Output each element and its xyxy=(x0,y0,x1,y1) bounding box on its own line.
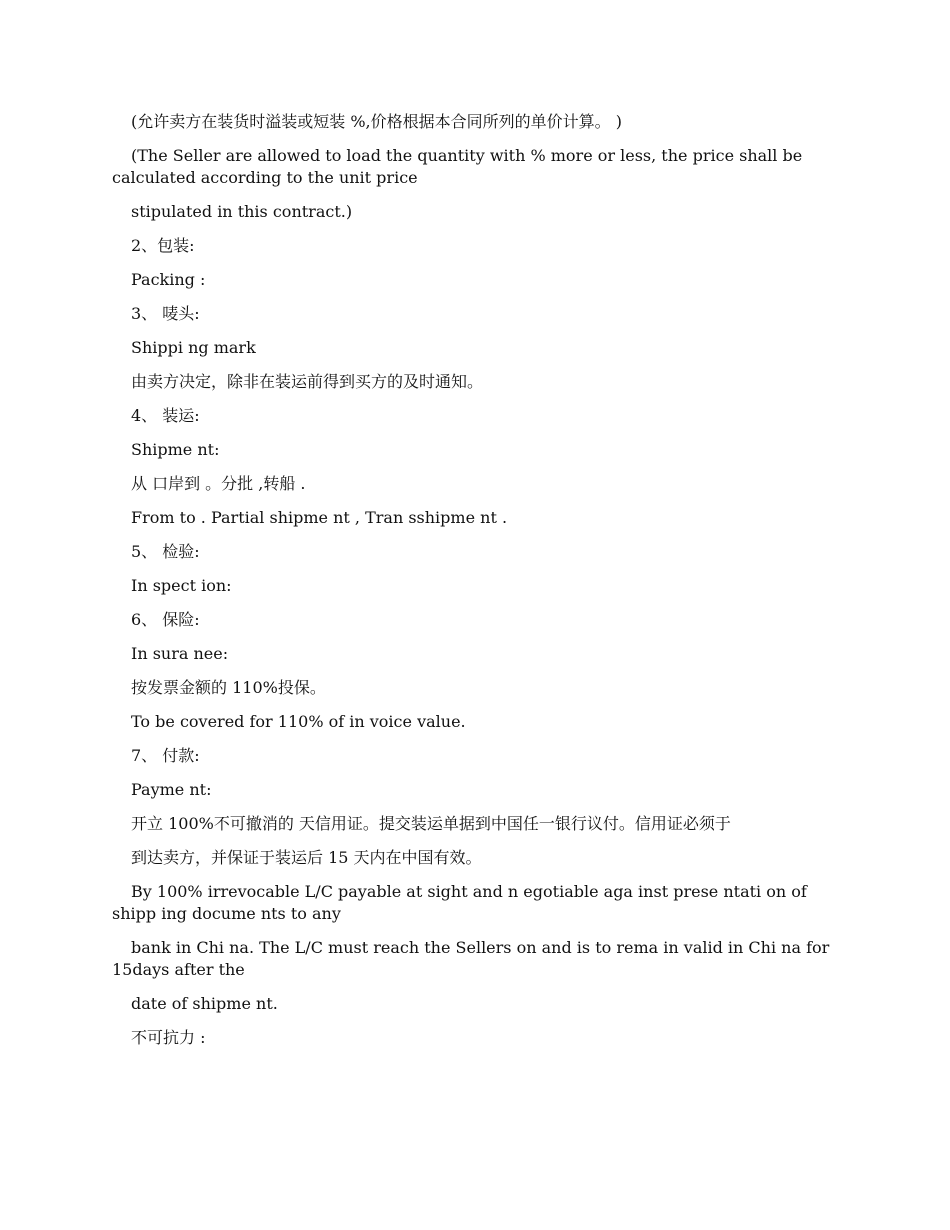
payment-heading-en: Payme nt: xyxy=(131,780,212,799)
shipping-mark-heading-cn: 3、 唛头: xyxy=(131,304,200,323)
force-majeure-heading-cn: 不可抗力 : xyxy=(131,1028,206,1047)
inspection-heading-en: In spect ion: xyxy=(131,576,232,595)
quantity-tolerance-en-cont: stipulated in this contract.) xyxy=(131,202,353,221)
payment-heading-cn: 7、 付款: xyxy=(131,746,200,765)
payment-text-cn-line2: 到达卖方，并保证于装运后 15 天内在中国有效。 xyxy=(131,848,482,867)
shipment-heading-en: Shipme nt: xyxy=(131,440,220,459)
payment-text-cn-line1: 开立 100%不可撤消的 天信用证。提交装运单据到中国任一银行议付。信用证必须于 xyxy=(131,814,731,833)
shipping-mark-text-cn: 由卖方决定，除非在装运前得到买方的及时通知。 xyxy=(131,372,484,391)
shipment-heading-cn: 4、 装运: xyxy=(131,406,200,425)
shipment-text-en: From to . Partial shipme nt , Tran sshipme nt . xyxy=(131,508,508,527)
inspection-heading-cn: 5、 检验: xyxy=(131,542,200,561)
payment-text-en-part2: bank in Chi na. The L/C must reach the Sellers on and is to rema in valid in Chi na for 15days after the xyxy=(112,938,835,979)
insurance-heading-cn: 6、 保险: xyxy=(131,610,200,629)
shipping-mark-heading-en: Shippi ng mark xyxy=(131,338,256,357)
packing-heading-cn: 2、包装: xyxy=(131,236,195,255)
insurance-heading-en: In sura nee: xyxy=(131,644,229,663)
insurance-text-en: To be covered for 110% of in voice value. xyxy=(131,712,466,731)
shipment-text-cn: 从 口岸到 。分批 ,转船 . xyxy=(131,474,306,493)
payment-text-en-part3: date of shipme nt. xyxy=(131,994,278,1013)
insurance-text-cn: 按发票金额的 110%投保。 xyxy=(131,678,326,697)
document-body xyxy=(112,111,838,1061)
payment-text-en-part1: By 100% irrevocable L/C payable at sight and n egotiable aga inst prese ntati on of shipp ing docume nts to any xyxy=(112,882,812,923)
packing-heading-en: Packing : xyxy=(131,270,206,289)
quantity-tolerance-en: (The Seller are allowed to load the quantity with % more or less, the price shall be calculated according to the unit price xyxy=(112,146,808,187)
quantity-tolerance-cn: (允许卖方在装货时溢装或短装 %,价格根据本合同所列的单价计算。 ) xyxy=(131,112,622,131)
